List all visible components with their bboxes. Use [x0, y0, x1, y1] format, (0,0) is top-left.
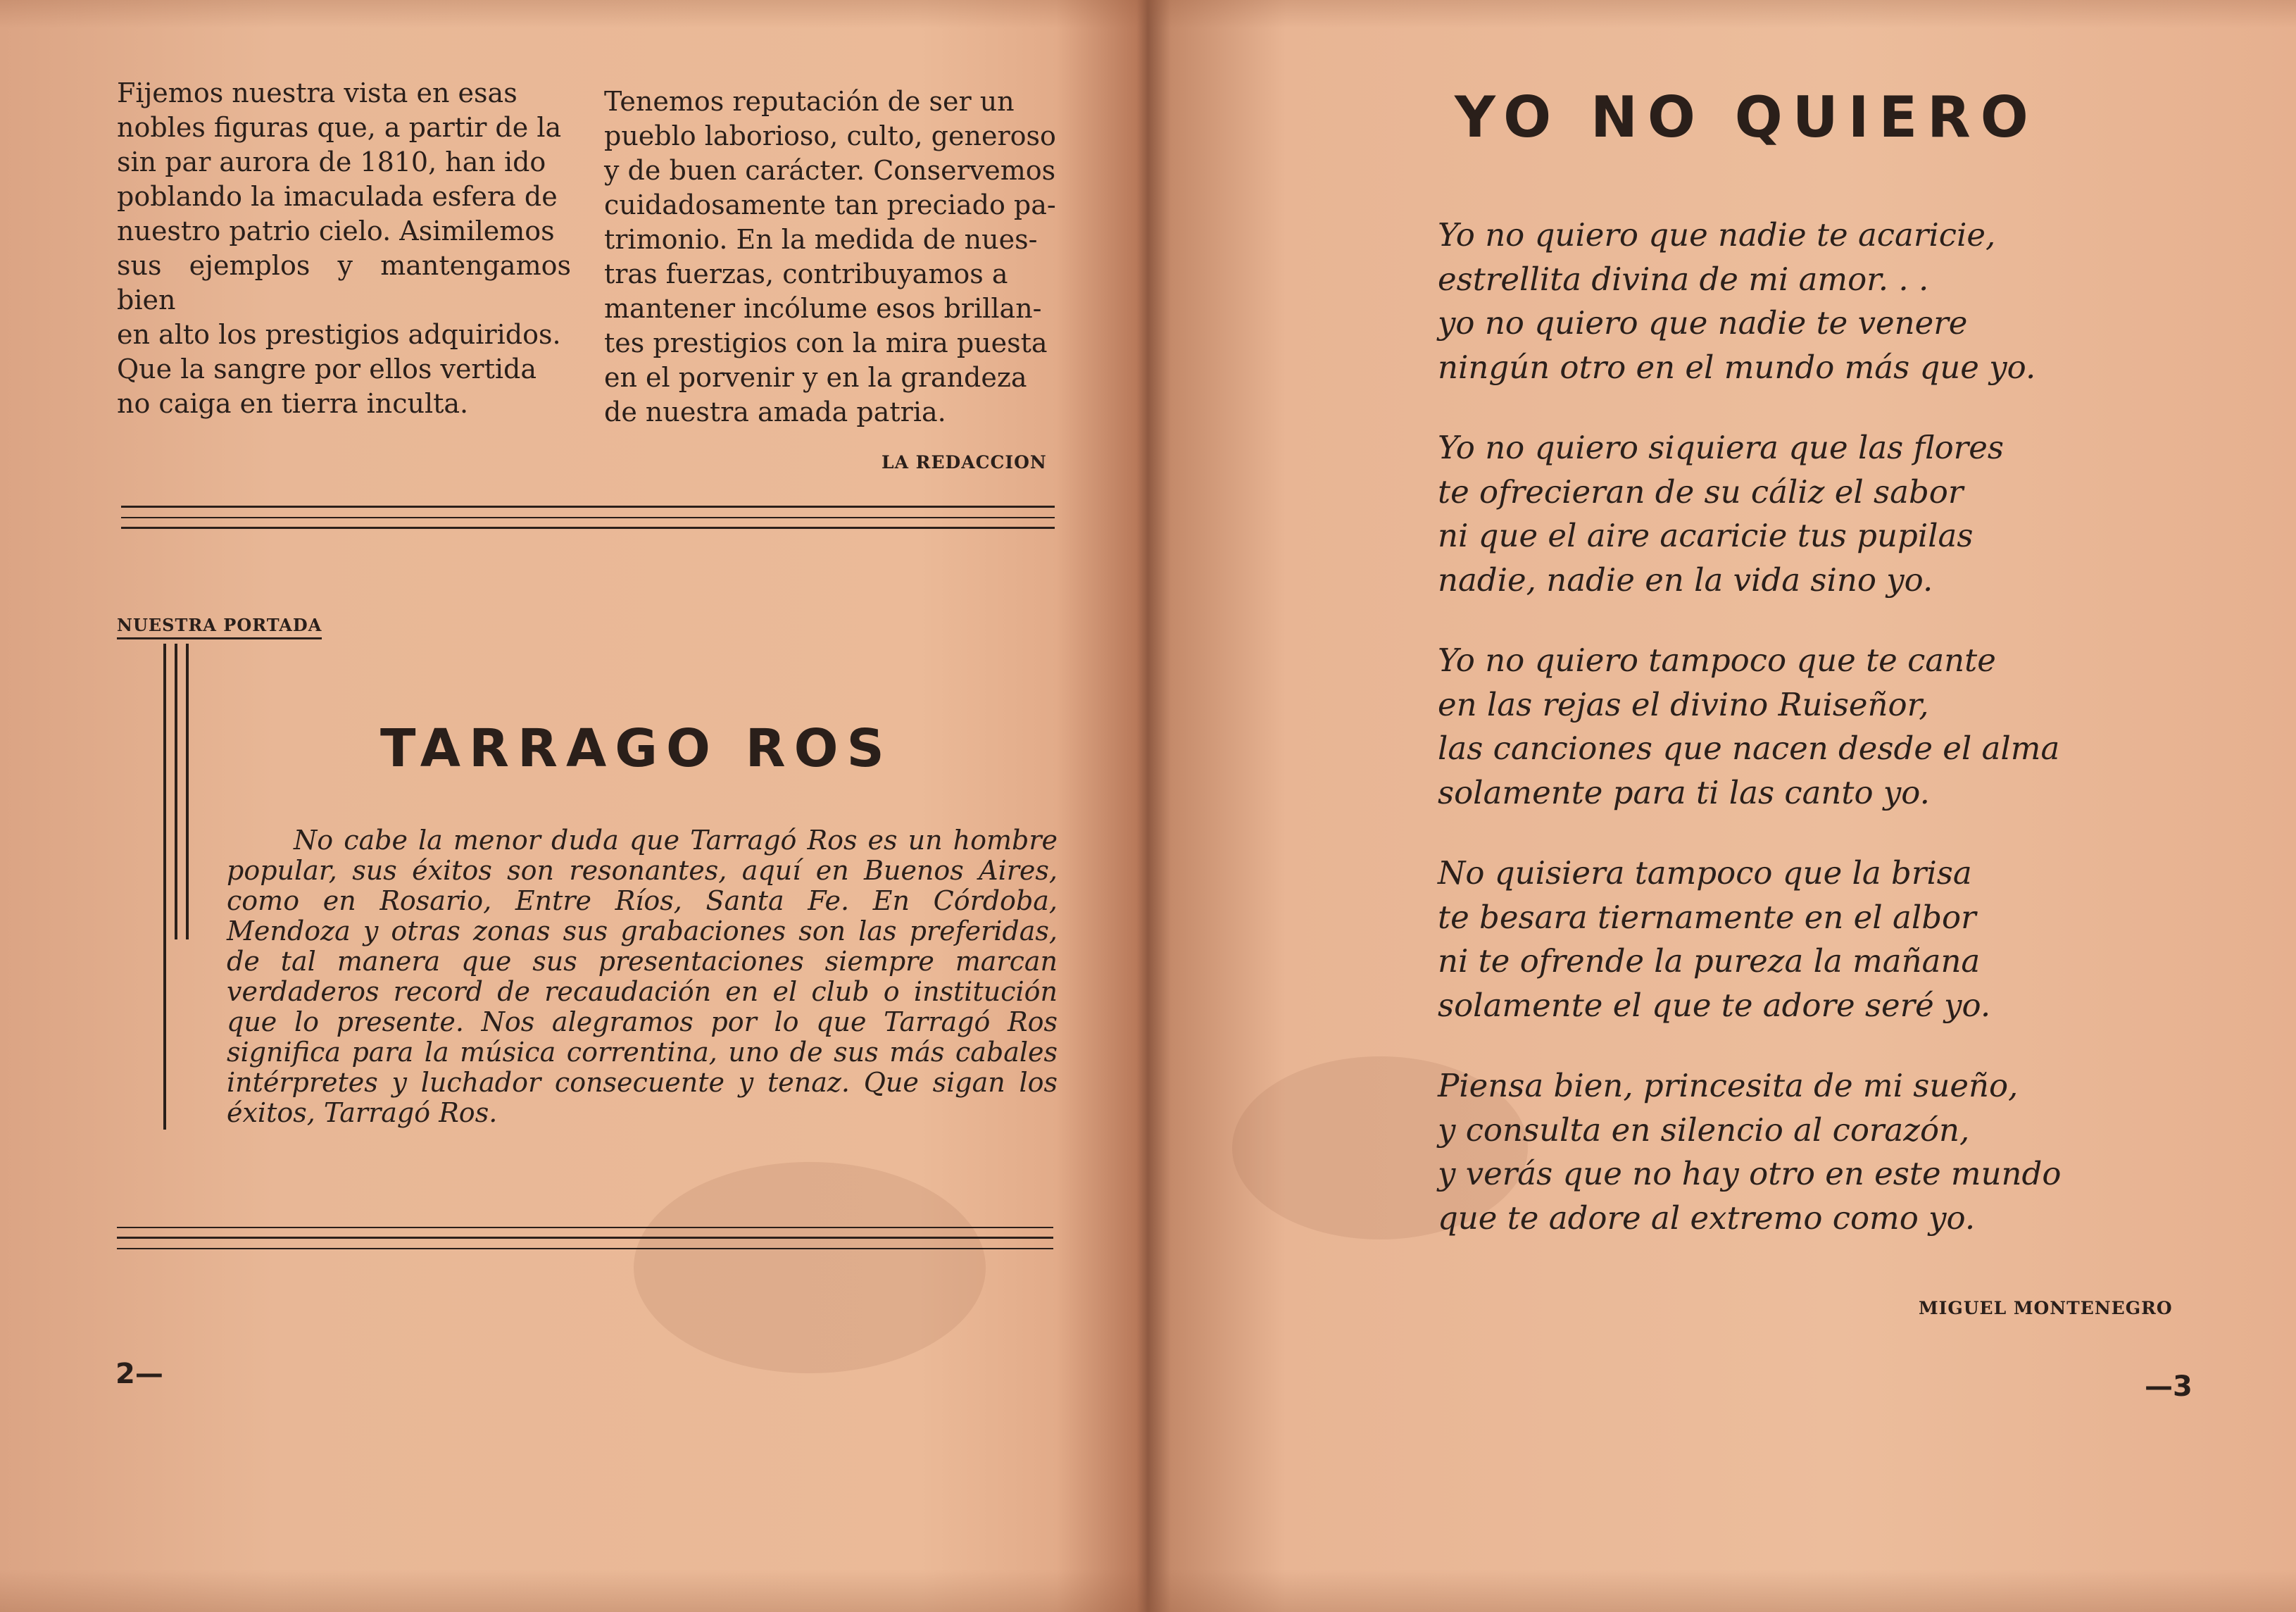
poem-line: que te adore al extremo como yo. — [1438, 1199, 1976, 1237]
poem-line: nadie, nadie en la vida sino yo. — [1438, 561, 1933, 599]
divider-rule — [117, 1237, 1053, 1239]
poem-line: estrellita divina de mi amor. . . — [1438, 260, 1929, 298]
poem-line: y consulta en silencio al corazón, — [1438, 1111, 1970, 1149]
editorial-signature: LA REDACCION — [882, 452, 1047, 473]
divider-rule — [121, 517, 1055, 518]
poem-line: y verás que no hay otro en este mundo — [1438, 1155, 2062, 1192]
feature-body: No cabe la menor duda que Tarragó Ros es un hombre popular, sus éxitos son resonantes, aquí en Buenos Aires, como en Rosario, Entre Ríos, Santa Fe. En Córdoba, Mendoza y otras zonas sus grabaciones son las preferidas, de tal manera que sus presentaciones siempre marcan verdaderos record de recaudación en el club o institución que lo presente. Nos alegramos por lo que Tarragó Ros significa para la música correntina, uno de sus más cabales intérpretes y luchador consecuente y tenaz. Que sigan los éxitos, Tarragó Ros. — [227, 825, 1058, 1128]
poem-stanza — [1438, 426, 2114, 602]
feature-title: TARRAGO ROS — [380, 718, 893, 779]
poem-line: ni te ofrende la pureza la mañana — [1438, 942, 1981, 980]
poem-line: las canciones que nacen desde el alma — [1438, 730, 2060, 767]
poem-line: Yo no quiero que nadie te acaricie, — [1438, 216, 1996, 254]
decorative-bar — [175, 644, 177, 939]
divider-rule — [121, 527, 1055, 529]
poem-line: solamente el que te adore seré yo. — [1438, 986, 1991, 1024]
poem-line: yo no quiero que nadie te venere — [1438, 304, 1968, 342]
poem-body — [1438, 213, 2114, 1277]
poem-line: Yo no quiero siquiera que las flores — [1438, 429, 2004, 466]
poem-line: Yo no quiero tampoco que te cante — [1438, 642, 1996, 679]
section-label: NUESTRA PORTADA — [117, 615, 322, 639]
divider-rule — [121, 506, 1055, 508]
poem-line: Piensa bien, princesita de mi sueño, — [1438, 1067, 2019, 1104]
editorial-column-right: Tenemos reputación de ser un pueblo laborioso, culto, generoso y de buen carácter. Conservemos cuidadosamente tan preciado pa- trimonio. En la medida de nues- tras fuerzas, contribuyamos a mantener incólume esos brillan- tes prestigios con la mira puesta en el porvenir y en la grandeza de nuestra amada patria. — [604, 86, 1056, 427]
poem-line: te ofrecieran de su cáliz el sabor — [1438, 473, 1964, 511]
poem-line: ni que el aire acaricie tus pupilas — [1438, 517, 1974, 554]
poem-line: No quisiera tampoco que la brisa — [1438, 854, 1972, 892]
poem-line: solamente para ti las canto yo. — [1438, 773, 1930, 811]
poem-stanza — [1438, 213, 2114, 389]
decorative-bar — [186, 644, 189, 939]
divider-rule — [117, 1227, 1053, 1228]
poem-title: YO NO QUIERO — [1455, 85, 2038, 150]
page-edge-shadow — [0, 1570, 2296, 1612]
poem-line: ningún otro en el mundo más que yo. — [1438, 348, 2036, 386]
poem-line: te besara tiernamente en el albor — [1438, 898, 1976, 936]
page-edge-shadow — [0, 0, 2296, 28]
poem-author: MIGUEL MONTENEGRO — [1919, 1298, 2173, 1318]
paper-stain — [634, 1162, 986, 1373]
poem-line: en las rejas el divino Ruiseñor, — [1438, 685, 1929, 723]
page-number: —3 — [2145, 1370, 2193, 1403]
poem-stanza — [1438, 639, 2114, 815]
poem-stanza — [1438, 851, 2114, 1027]
decorative-bar — [163, 644, 166, 1130]
poem-stanza — [1438, 1064, 2114, 1240]
divider-rule — [117, 1248, 1053, 1249]
page-number: 2— — [115, 1358, 163, 1390]
editorial-column-left: Fijemos nuestra vista en esas nobles figuras que, a partir de la sin par aurora de 1810, han ido poblando la imaculada esfera de nuestro patrio cielo. Asimilemos sus ejemplos y mantengamos bien en alto los prestigios adquiridos. Que la sangre por ellos vertida no caiga en tierra inculta. — [117, 77, 571, 419]
